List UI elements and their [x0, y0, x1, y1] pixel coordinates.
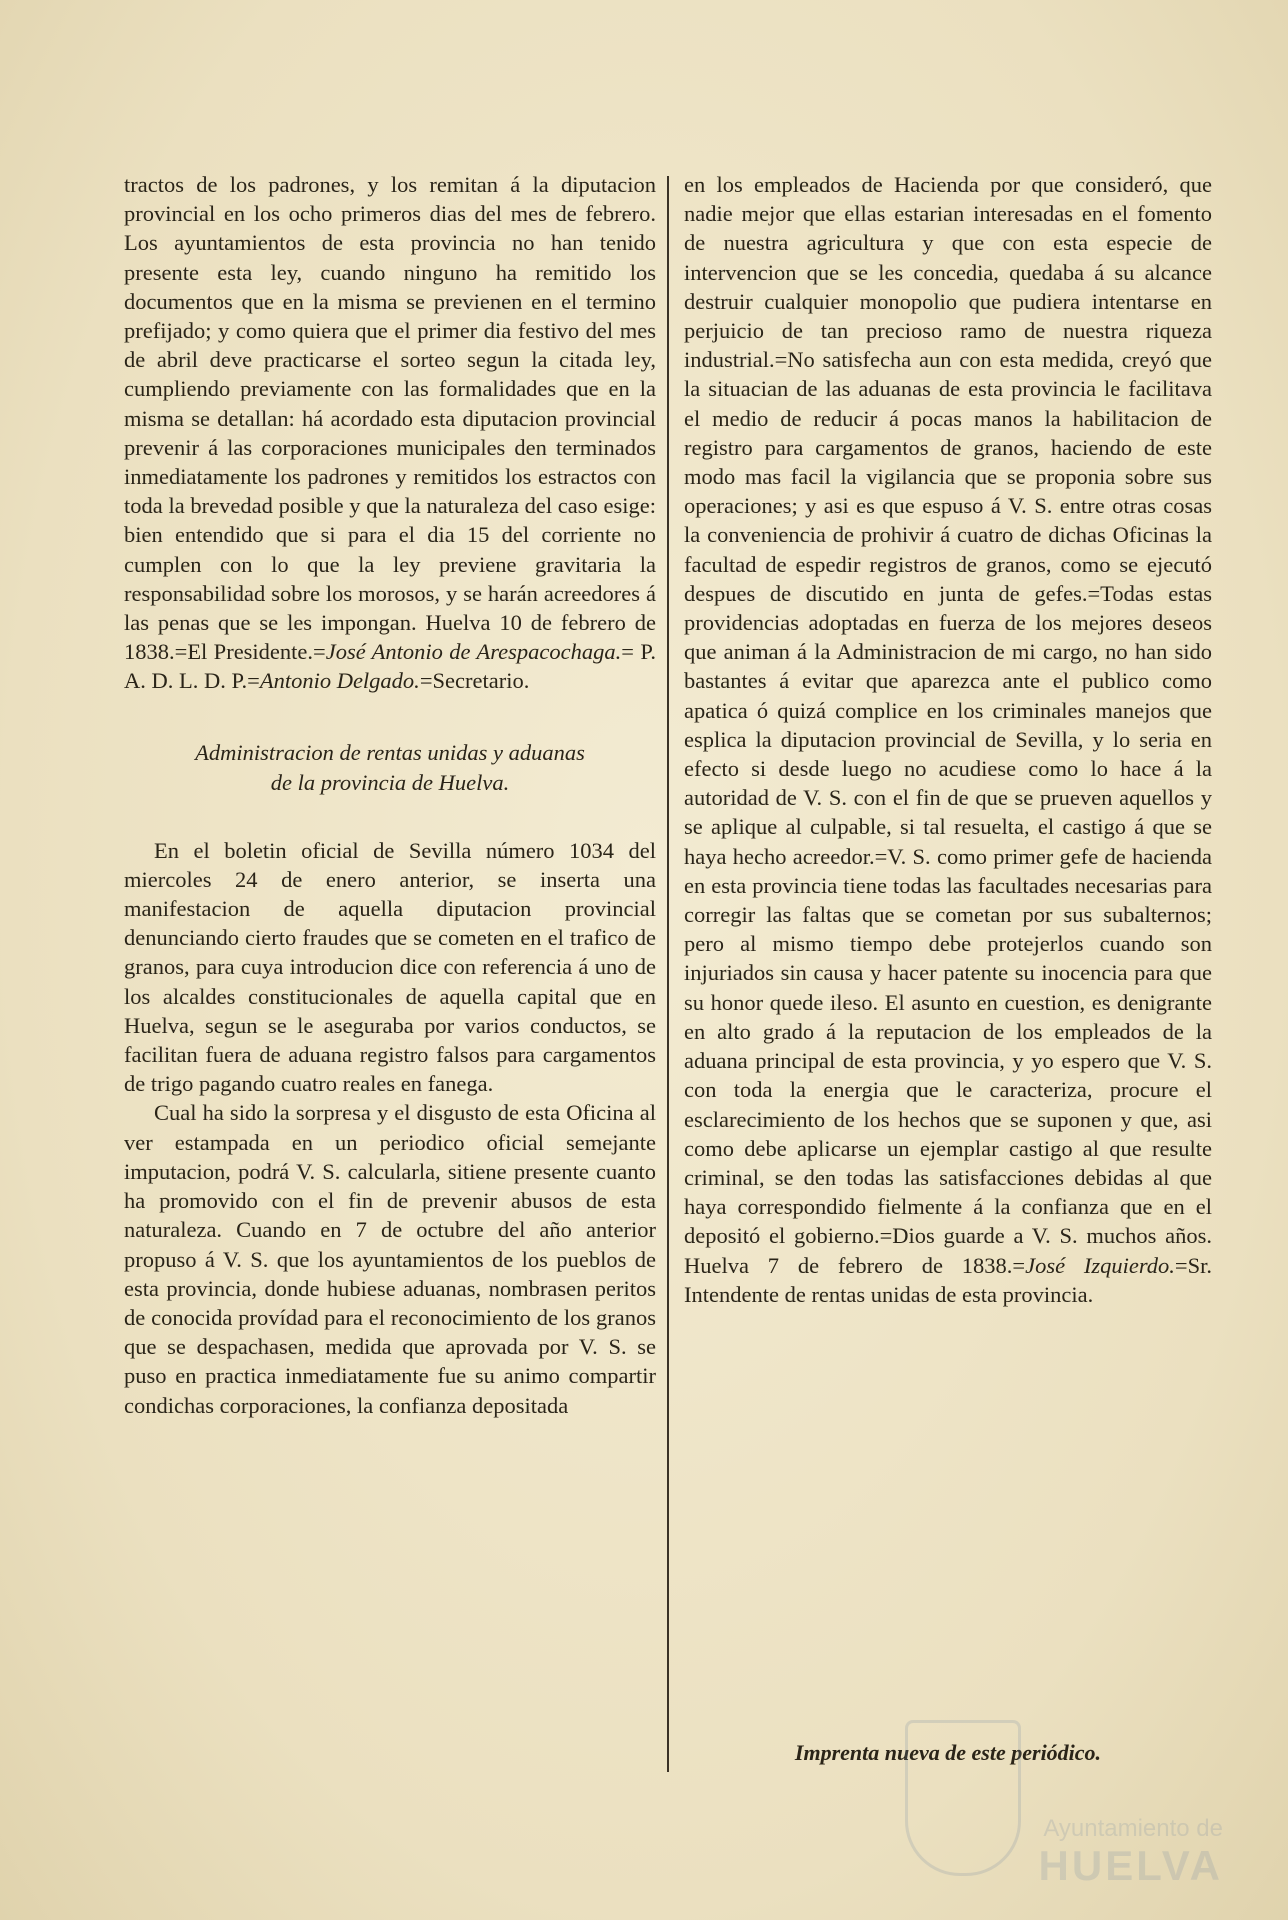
printer-imprint: Imprenta nueva de este periódico.	[794, 1740, 1102, 1765]
watermark-line-2: HUELVA	[1038, 1842, 1223, 1889]
right-paragraph-1: en los empleados de Hacienda por que consideró, que nadie mejor que ellas estarian interesadas en el fomento de nuestra agricultura y que con esta especie de intervencion que se les concedia, quedaba á su alcance destruir cualquier monopolio que pudiera intentarse en perjuicio de tan precioso ramo de nuestra riqueza industrial.=No satisfecha aun con esta medida, creyó que la situacian de las aduanas de esta provincia le facilitava el medio de reducir á pocas manos la habilitacion de registro para cargamentos de granos, haciendo de este modo mas facil la vigilancia que se proponia sobre sus operaciones; y asi es que espuso á V. S. entre otras cosas la conveniencia de prohivir á cuatro de dichas Oficinas la facultad de espedir registros de granos, como se ejecutó despues de discutido en junta de gefes.=Todas estas providencias adoptadas en fuerza de los mejores deseos que animan á la Administracion de mi cargo, no han sido bastantes á evitar que aparezca ante el publico como apatica ó quizá complice en los criminales manejos que esplica la diputacion provincial de Sevilla, y lo seria en efecto si desde luego no acudiese como lo hace á la autoridad de V. S. con el fin de que se prueven aquellos y se aplique al culpable, si tal resuelta, el castigo á que se haya hecho acreedor.=V. S. como primer gefe de hacienda en esta provincia tiene todas las facultades necesarias para corregir las faltas que se cometan por sus subalternos; pero al mismo tiempo debe protejerlos cuando son injuriados sin causa y hacer patente su inocencia para que su honor quede ileso. El asunto en cuestion, es denigrante en alto grado á la reputacion de los empleados de la aduana principal de esta provincia, y yo espero que V. S. con toda la energia que le caracteriza, procure el esclarecimiento de los hechos que se suponen y que, asi como debe aplicarse un ejemplar castigo al que resulte criminal, se den todas las satisfacciones debidas al que haya correspondido fielmente á la confianza que en el depositó el gobierno.=Dios guarde a V. S. muchos años. Huelva 7 de febrero de 1838.=José Izquierdo.=Sr. Intendente de rentas unidas de esta provincia.	[684, 172, 1213, 1307]
signer-presidente: José Antonio de Arespacochaga.	[325, 639, 622, 665]
signer-administrador: José Izquierdo.	[1025, 1252, 1175, 1278]
left-paragraph-2: En el boletin oficial de Sevilla número 1034 del miercoles 24 de enero anterior, se inserta una manifestacion de aquella diputacion provincial denunciando cierto fraudes que se cometen en el trafico de granos, para cuya introducion dice con referencia á uno de los alcaldes constitucionales de aquella capital que en Huelva, segun se le aseguraba por varios conductos, se facilitan fuera de aduana registro falsos para cargamentos de trigo pagando cuatro reales en fanega.	[124, 837, 656, 1097]
signer-secretario: Antonio Delgado.	[259, 668, 420, 694]
watermark-line-1: Ayuntamiento de	[1043, 1815, 1223, 1842]
section-heading	[124, 738, 656, 798]
section-heading-line-2: de la provincia de Huelva.	[270, 769, 510, 795]
section-heading-line-1: Administracion de rentas unidas y aduanas	[195, 739, 585, 765]
right-column	[684, 170, 1212, 1309]
left-paragraph-3: Cual ha sido la sorpresa y el disgusto de esta Oficina al ver estampada en un periodico oficial semejante imputacion, podrá V. S. calcularla, sitiene presente cuanto ha promovido con el fin de prevenir abusos de esta naturaleza. Cuando en 7 de octubre del año anterior propuso á V. S. que los ayuntamientos de los pueblos de esta provincia, donde hubiese aduanas, nombrasen peritos de conocida provídad para el reconocimiento de los granos que se despachasen, medida que aprovada por V. S. se puso en practica inmediatamente fue su animo compartir condichas corporaciones, la confianza depositada	[124, 1100, 656, 1418]
left-column	[124, 170, 656, 1420]
coat-of-arms-icon	[905, 1720, 1021, 1876]
archive-watermark	[905, 1720, 1225, 1900]
column-divider	[667, 176, 669, 1772]
left-paragraph-1: tractos de los padrones, y los remitan á la diputacion provincial en los ocho primeros dias del mes de febrero. Los ayuntamientos de esta provincia no han tenido presente esta ley, cuando ninguno ha remitido los documentos que en la misma se previenen en el termino prefijado; y como quiera que el primer dia festivo del mes de abril deve practicarse el sorteo segun la citada ley, cumpliendo previamente con las formalidades que en la misma se detallan: há acordado esta diputacion provincial prevenir á las corporaciones municipales den terminados inmediatamente los padrones y remitidos los estractos con toda la brevedad posible y que la naturaleza del caso esige: bien entendido que si para el dia 15 del corriente no cumplen con lo que la ley previene gravitaria la responsabilidad sobre los morosos, y se harán acreedores á las penas que se les impongan. Huelva 10 de febrero de 1838.=El Presidente.=José Antonio de Arespacochaga.= P. A. D. L. D. P.=Antonio Delgado.=Secretario.	[124, 172, 656, 694]
